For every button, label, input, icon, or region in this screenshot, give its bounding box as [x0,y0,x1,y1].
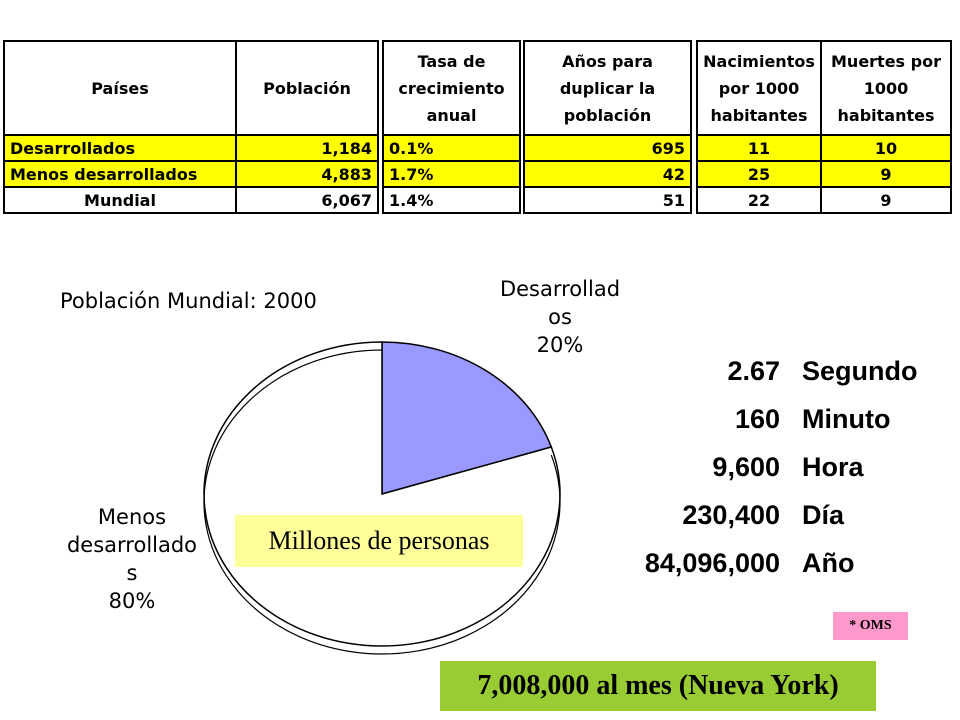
row-country: Menos desarrollados [4,161,236,187]
header-anos: Años para duplicar la población [524,41,691,135]
slice-label-line: Desarrollad [499,277,621,301]
slice-label-line: s [126,561,138,585]
slice-label-line: desarrollado [66,533,198,557]
rate-row [580,500,918,548]
row-births: 25 [697,161,821,187]
source-badge: * OMS [833,612,908,640]
rate-unit: Hora [802,452,864,482]
chart-title: Población Mundial: 2000 [60,289,317,313]
rate-unit: Minuto [802,404,891,434]
rate-value: 9,600 [712,452,780,482]
row-growth-rate: 1.7% [383,161,520,187]
slice-label-desarrollados [500,277,620,357]
row-population: 1,184 [236,135,378,161]
row-doubling-years: 51 [524,187,691,213]
row-growth-rate: 0.1% [383,135,520,161]
slice-label-menos-desarrollados [67,505,197,613]
row-doubling-years: 42 [524,161,691,187]
slice-label-line: 80% [108,589,156,613]
slice-label-line: os [548,305,572,329]
header-paises: Países [4,41,236,135]
row-country: Mundial [4,187,236,213]
row-population: 6,067 [236,187,378,213]
header-tasa: Tasa de crecimiento anual [383,41,520,135]
rate-value: 160 [734,404,780,434]
slice-label-line: 20% [536,333,584,357]
row-births: 22 [697,187,821,213]
rate-row [580,548,918,596]
row-doubling-years: 695 [524,135,691,161]
rate-unit: Día [802,500,845,530]
units-label: Millones de personas [235,515,523,567]
header-muertes: Muertes por 1000 habitantes [821,41,951,135]
row-population: 4,883 [236,161,378,187]
row-deaths: 9 [821,161,951,187]
rate-unit: Segundo [802,356,918,386]
row-country: Desarrollados [4,135,236,161]
rate-unit: Año [802,548,855,578]
row-births: 11 [697,135,821,161]
row-growth-rate: 1.4% [383,187,520,213]
rate-row [580,452,918,500]
slice-label-line: Menos [97,505,167,529]
header-nacimientos: Nacimientos por 1000 habitantes [697,41,821,135]
rate-row [580,404,918,452]
growth-rates-list [580,356,918,596]
rate-row [580,356,918,404]
rate-value: 2.67 [727,356,780,386]
rate-value: 230,400 [682,500,780,530]
rate-value: 84,096,000 [644,548,780,578]
header-poblacion: Población [236,41,378,135]
new-york-note: 7,008,000 al mes (Nueva York) [440,661,876,711]
row-deaths: 9 [821,187,951,213]
row-deaths: 10 [821,135,951,161]
